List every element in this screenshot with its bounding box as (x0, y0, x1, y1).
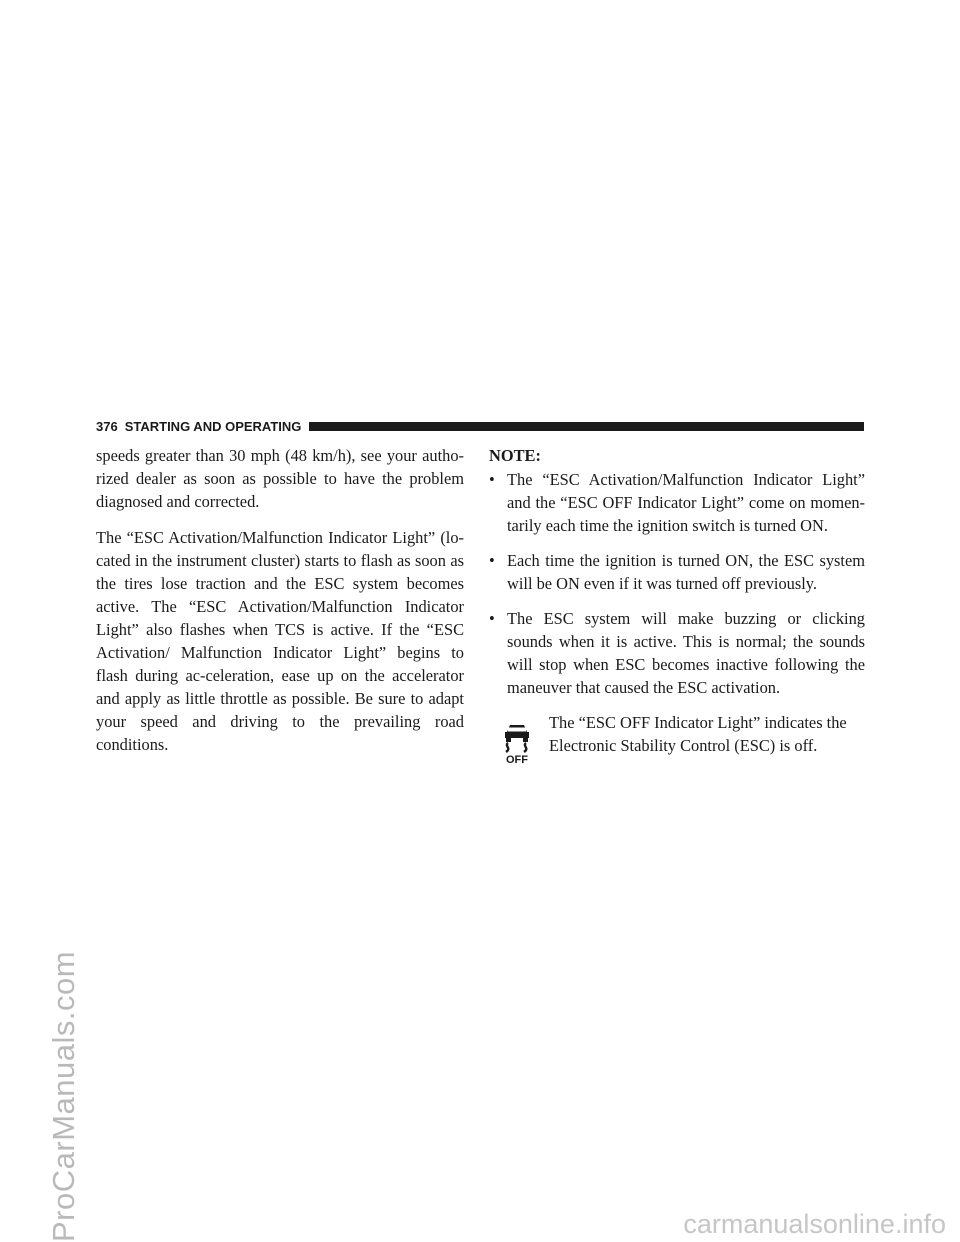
bullet-icon: • (489, 551, 495, 570)
note-heading: NOTE: (489, 446, 541, 465)
list-item (489, 549, 865, 595)
bullet-icon: • (489, 609, 495, 628)
bullet-icon: • (489, 470, 495, 489)
header-rule (309, 422, 864, 431)
list-item (489, 468, 865, 537)
paragraph-esc-light: The “ESC Activation/Malfunction Indicator Light” (lo-cated in the instrument cluster) starts to flash as soon as the tires lose traction and the ESC system becomes active. The “ESC Activation/Malfunction Indicator Light” also flashes when TCS is active. If the “ESC Activation/ Malfunction Indicator Light” begins to flash during ac-celeration, ease up on the accelerator and apply as little throttle as possible. Be sure to adapt your speed and driving to the prevailing road conditions. (96, 528, 464, 754)
list-item (489, 607, 865, 699)
left-column (96, 444, 464, 769)
note-list (489, 468, 865, 699)
indicator-description: The “ESC OFF Indicator Light” indicates the Electronic Stability Control (ESC) is off. (549, 713, 847, 755)
list-item-text: Each time the ignition is turned ON, the ESC system will be ON even if it was turned off previously. (507, 551, 865, 593)
section-title: STARTING AND OPERATING (124, 418, 302, 434)
paragraph-continuation: speeds greater than 30 mph (48 km/h), see your autho-rized dealer as soon as possible to have the problem diagnosed and corrected. (96, 446, 464, 511)
esc-off-icon (501, 721, 533, 765)
list-item-text: The ESC system will make buzzing or clicking sounds when it is active. This is normal; the sounds will stop when ESC becomes inactive following the maneuver that caused the ESC activation. (507, 609, 865, 697)
page-header (96, 417, 864, 435)
page-number: 376 (96, 418, 118, 434)
bottom-watermark: carmanualsonline.info (683, 1209, 946, 1239)
esc-off-icon-label: OFF (506, 754, 528, 765)
right-column (489, 444, 865, 771)
esc-off-indicator-block (489, 711, 865, 771)
side-watermark: ProCarManuals.com (46, 950, 81, 1242)
list-item-text: The “ESC Activation/Malfunction Indicator Light” and the “ESC OFF Indicator Light” come on momen-tarily each time the ignition switch is turned ON. (507, 470, 865, 535)
